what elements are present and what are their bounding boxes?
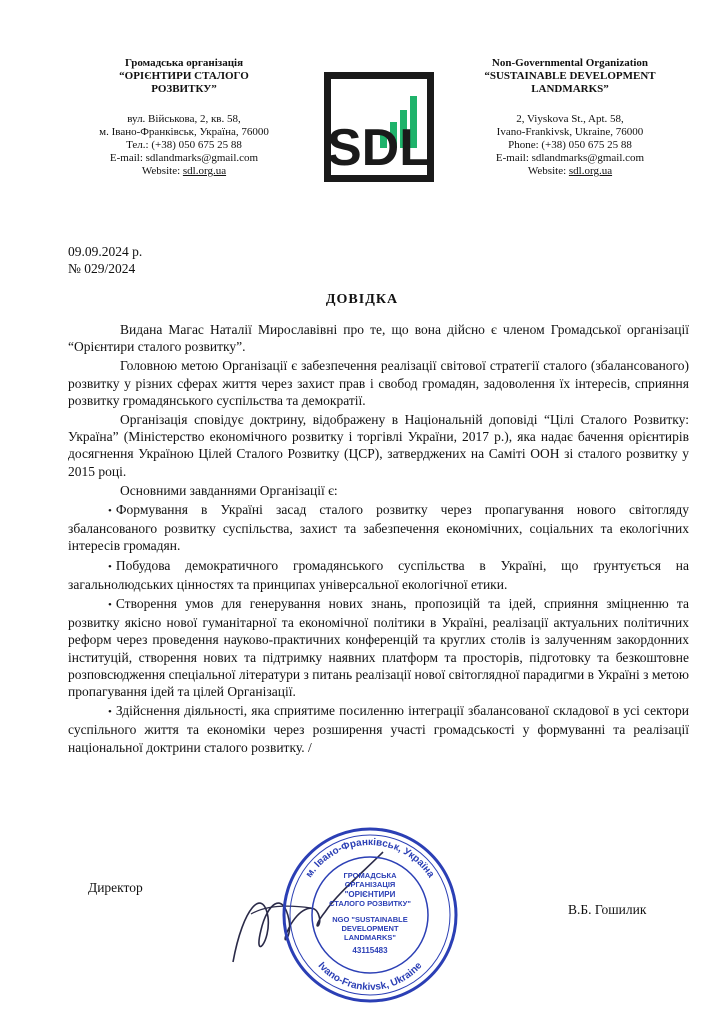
bullet-item <box>68 702 689 756</box>
stamp-inner-line-2: ОРГАНІЗАЦІЯ <box>344 880 396 889</box>
bullet-item <box>68 557 689 593</box>
website-link-en[interactable]: sdl.org.ua <box>568 165 613 177</box>
bullet-icon: • <box>108 505 112 518</box>
bullet-icon: • <box>108 706 112 719</box>
official-stamp-with-signature <box>223 812 458 1007</box>
bullet-item <box>68 501 689 555</box>
org-name-line-1: “ОРІЄНТИРИ СТАЛОГО <box>119 70 249 82</box>
stamp-ring-top-text: м. Івано-Франківськ, Україна <box>303 837 437 880</box>
org-header-ukrainian <box>64 57 304 178</box>
org-type: Громадська організація <box>124 57 244 69</box>
address-line-2: м. Івано-Франківськ, Україна, 76000 <box>99 126 269 138</box>
stamp-ring-bottom <box>316 960 425 993</box>
phone: Тел.: (+38) 050 675 25 88 <box>126 139 242 151</box>
document-date: 09.09.2024 р. <box>68 244 143 259</box>
bullet-item <box>68 595 689 700</box>
document-meta <box>68 243 142 277</box>
phone-en: Phone: (+38) 050 675 25 88 <box>508 139 632 151</box>
document-number: № 029/2024 <box>68 261 136 276</box>
bullet-text: Формування в Україні засад сталого розвитку через пропагування нового світогляду збалансованого розвитку суспільства, захист та забезпечення економічних, соціальних та екологічних інтересів громадян. <box>68 502 689 554</box>
stamp-inner-line-5: NGO "SUSTAINABLE <box>332 915 408 924</box>
signer-name: В.Б. Гошилик <box>568 902 647 917</box>
email-en: E-mail: sdlandmarks@gmail.com <box>495 152 645 164</box>
bullet-text: Створення умов для генерування нових знань, пропозицій та ідей, сприяння зміцненню та розвитку якісно нової гуманітарної та економічної політики в Україні, реалізації актуальних політичних реформ через проведення науково-практичних конференцій та круглих столів із залученням закордонних інституцій, створення нових та підтримку наявних платформ та просторів, підготовку та безкоштовне розповсюдження спеціальної літератури з питань реалізації нової світоглядної парадигми в Україні з метою пропагування ідей та цілей Організації. <box>68 596 689 700</box>
website-label-en: Website: <box>527 165 569 177</box>
paragraph: Видана Магас Наталії Мирославівні про те, що вона дійсно є членом Громадської організації “Орієнтири сталого розвитку”. <box>68 322 689 355</box>
logo-text: SDL <box>327 119 431 177</box>
bullet-text: Побудова демократичного громадянського суспільства в Україні, що ґрунтується на загальнолюдських цінностях та принципах універсальної екологічної етики. <box>68 557 689 592</box>
address-en-line-2: Ivano-Frankivsk, Ukraine, 76000 <box>496 126 644 138</box>
org-name-en-line-1: “SUSTAINABLE DEVELOPMENT <box>484 70 656 82</box>
org-name-line-2: РОЗВИТКУ” <box>151 83 217 95</box>
org-header-english <box>450 57 690 178</box>
stamp-inner-line-3: "ОРІЄНТИРИ <box>344 890 396 899</box>
website-link[interactable]: sdl.org.ua <box>182 165 227 177</box>
paragraph: Головною метою Організації є забезпечення реалізації світової стратегії сталого (збалансованого) розвитку у різних сферах життя через захист прав і свобод громадян, задоволення їх інтересів, сприяння розвитку громадянського суспільства та демократії. <box>68 358 689 408</box>
document-body <box>68 321 689 758</box>
org-name-en-line-2: LANDMARKS” <box>531 83 609 95</box>
document-title: ДОВІДКА <box>325 292 399 307</box>
org-type-en: Non-Governmental Organization <box>491 57 649 69</box>
stamp-code: 43115483 <box>352 946 388 955</box>
bullet-icon: • <box>108 560 112 573</box>
paragraph: Основними завданнями Організації є: <box>120 482 338 498</box>
bullet-text: Здійснення діяльності, яка сприятиме посиленню інтеграції збалансованої складової в усі сектори суспільного життя та економіки через розширення участі громадськості у формуванні та реалізації національної доктрини сталого розвитку. / <box>68 703 689 755</box>
stamp-inner-line-1: ГРОМАДСЬКА <box>343 871 397 880</box>
bullet-icon: • <box>108 599 112 612</box>
paragraph: Організація сповідує доктрину, відображену в Національній доповіді “Цілі Сталого Розвитку: Україна” (Міністерство економічного розвитку і торгівлі України, 2017 р.), яка надає бачення орієнтирів досягнення Україною Цілей Сталого Розвитку (ЦСР), затверджених на Саміті ООН зі сталого розвитку у 2015 році. <box>68 412 689 479</box>
email: E-mail: sdlandmarks@gmail.com <box>109 152 259 164</box>
stamp-inner-line-6: DEVELOPMENT <box>341 924 399 933</box>
website-line-en <box>450 165 690 178</box>
website-line <box>64 165 304 178</box>
stamp-inner-line-4: СТАЛОГО РОЗВИТКУ" <box>329 899 411 908</box>
sdl-logo <box>322 70 436 184</box>
address-en-line-1: 2, Viyskova St., Apt. 58, <box>516 113 624 125</box>
signer-position: Директор <box>88 880 143 895</box>
stamp-inner-line-7: LANDMARKS" <box>344 933 396 942</box>
stamp-ring-bottom-text: Ivano-Frankivsk, Ukraine <box>315 960 425 994</box>
website-label: Website: <box>141 165 183 177</box>
address-line-1: вул. Військова, 2, кв. 58, <box>127 113 241 125</box>
